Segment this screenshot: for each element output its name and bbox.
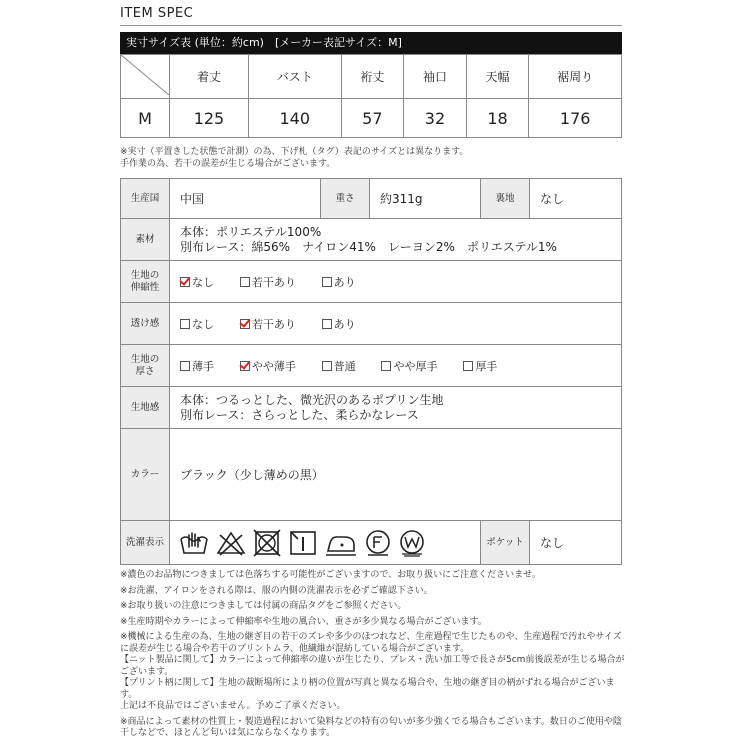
- column-header: 裄丈: [341, 55, 404, 99]
- checkbox-checked-icon: [240, 361, 250, 371]
- table-row: [121, 219, 622, 261]
- wet-clean-w-icon: [398, 529, 426, 557]
- sheer-option: [322, 316, 356, 332]
- table-row: [121, 261, 622, 303]
- origin-label: 生産国: [121, 179, 170, 219]
- thickness-option: [381, 358, 437, 374]
- stretch-option: [180, 274, 214, 290]
- option-label: あり: [333, 317, 356, 331]
- weight-value: 約311g: [370, 179, 481, 219]
- size-table: [120, 54, 622, 138]
- material-label: 素材: [121, 219, 170, 261]
- texture-line: 別布レース：さらっとした、柔らかなレース: [180, 407, 419, 422]
- size-value: 18: [466, 99, 529, 138]
- note-item: ※生産時期やカラーによって伸縮率や生地の風合い、重さが多少異なる場合がございます。: [120, 616, 487, 627]
- option-label: 薄手: [192, 359, 214, 373]
- table-row: [121, 345, 622, 387]
- sheer-option: [180, 316, 214, 332]
- thickness-option: [463, 358, 497, 374]
- option-label: なし: [192, 275, 214, 289]
- size-value: 57: [341, 99, 404, 138]
- size-note: ※実寸（平置きした状態で計測）の為、下げ札（タグ）表記のサイズとは異なります。 手作業の為、若干の誤差が生じる場合がございます。: [120, 147, 469, 169]
- no-tumble-dry-icon: [252, 529, 282, 557]
- sheer-label: 透け感: [121, 303, 170, 345]
- thickness-option: [180, 358, 214, 374]
- size-table-caption: 実寸サイズ表 (単位：約cm) [メーカー表記サイズ：M]: [120, 32, 622, 54]
- lining-label: 裏地: [481, 179, 530, 219]
- table-row: [121, 303, 622, 345]
- option-label: あり: [333, 275, 356, 289]
- spec-table: [120, 178, 622, 565]
- stretch-option: [240, 274, 296, 290]
- checkbox-icon: [322, 277, 332, 287]
- note-item: ※お洗濯、アイロンをされる際は、服の内側の洗濯表示を必ずご確認下さい。: [120, 585, 433, 596]
- option-label: 若干あり: [251, 275, 296, 289]
- option-label: やや厚手: [393, 359, 438, 373]
- material-line: 別布レース：綿56% ナイロン41% レーヨン2% ポリエステル1%: [180, 239, 557, 254]
- checkbox-icon: [240, 277, 250, 287]
- checkbox-icon: [381, 361, 391, 371]
- checkbox-icon: [322, 361, 332, 371]
- thickness-options: [170, 345, 622, 387]
- sheer-option: [240, 316, 296, 332]
- texture-label: 生地感: [121, 387, 170, 429]
- column-header: 裾周り: [529, 55, 622, 99]
- size-table-header-row: [121, 55, 622, 99]
- checkbox-checked-icon: [240, 319, 250, 329]
- texture-line: 本体：つるっとした、微光沢のあるポプリン生地: [180, 392, 444, 407]
- note-item: ※濃色のお品物につきましては色落ちする可能性がございますので、お取り扱いにご注意くださいませ。: [120, 570, 541, 580]
- page-title: ITEM SPEC: [120, 6, 194, 21]
- wash-icons: [170, 521, 481, 565]
- stretch-option: [322, 274, 356, 290]
- line-dry-shade-icon: [288, 529, 318, 557]
- wash-label: 洗濯表示: [121, 521, 170, 565]
- diagonal-line: [121, 55, 169, 95]
- material-line: 本体：ポリエステル100%: [180, 224, 322, 239]
- note-item: ※お取り扱いの注意につきましては付属の商品タグをご参照ください。: [120, 601, 407, 611]
- table-row: [121, 521, 622, 565]
- checkbox-icon: [463, 361, 473, 371]
- size-value: 125: [170, 99, 249, 138]
- column-header: バスト: [248, 55, 341, 99]
- color-label: カラー: [121, 429, 170, 521]
- note-item: ※機械による生産の為、生地の継ぎ目の若干のズレや多少のほつれなど、生産過程で生じたものや、生産過程で汚れやサイズに誤差が生じる場合や若干のプリントムラ、他繊維が混紡している場合がございます。 【ニット製品に関して】カラーによって伸縮率の違いが生じたり、プレス・洗い加工等で長さが5cm前後誤差が生じる場合がございます。 【プリント柄に関して】生地の裁断場所により柄の位置が写真と異なる場合や、生地の継ぎ目の柄がずれる場合がございます。 上記は不良品ではございません。予めご了承ください。: [120, 632, 625, 711]
- column-header: 天幅: [466, 55, 529, 99]
- weight-label: 重さ: [321, 179, 370, 219]
- pocket-label: ポケット: [481, 521, 530, 565]
- stretch-options: [170, 261, 622, 303]
- lining-value: なし: [530, 179, 622, 219]
- material-value: [170, 219, 622, 261]
- thickness-label: 生地の 厚さ: [121, 345, 170, 387]
- table-row: [121, 179, 622, 219]
- table-row: [121, 99, 622, 138]
- title-divider: [120, 25, 622, 26]
- column-header: 袖口: [404, 55, 467, 99]
- size-value: 32: [404, 99, 467, 138]
- sheer-options: [170, 303, 622, 345]
- thickness-option: [240, 358, 296, 374]
- size-value: 140: [248, 99, 341, 138]
- checkbox-icon: [180, 361, 190, 371]
- option-label: やや薄手: [251, 359, 296, 373]
- checkbox-checked-icon: [180, 277, 190, 287]
- thickness-option: [322, 358, 356, 374]
- iron-low-icon: [324, 529, 358, 557]
- origin-value: 中国: [170, 179, 321, 219]
- table-row: [121, 387, 622, 429]
- option-label: なし: [192, 317, 214, 331]
- column-header: 着丈: [170, 55, 249, 99]
- notes-section: [120, 570, 630, 744]
- texture-value: [170, 387, 622, 429]
- note-item: ※商品によって素材の性質上・製造過程において染料などの特有の匂いが多少強くでる場合もございます。数日のご使用や陰干しなどで、ほとんど匂いは気にならなくなります。: [120, 716, 622, 738]
- size-value: 176: [529, 99, 622, 138]
- no-bleach-icon: [216, 529, 246, 557]
- checkbox-icon: [180, 319, 190, 329]
- stretch-label: 生地の 伸縮性: [121, 261, 170, 303]
- checkbox-icon: [322, 319, 332, 329]
- dry-clean-f-icon: [364, 529, 392, 557]
- hand-wash-icon: [178, 529, 210, 557]
- diagonal-corner-cell: [121, 55, 170, 99]
- pocket-value: なし: [530, 521, 622, 565]
- option-label: 厚手: [475, 359, 498, 373]
- table-row: [121, 429, 622, 521]
- option-label: 若干あり: [251, 317, 296, 331]
- option-label: 普通: [333, 359, 356, 373]
- color-value: ブラック（少し薄めの黒）: [170, 429, 622, 521]
- size-label: M: [121, 99, 170, 138]
